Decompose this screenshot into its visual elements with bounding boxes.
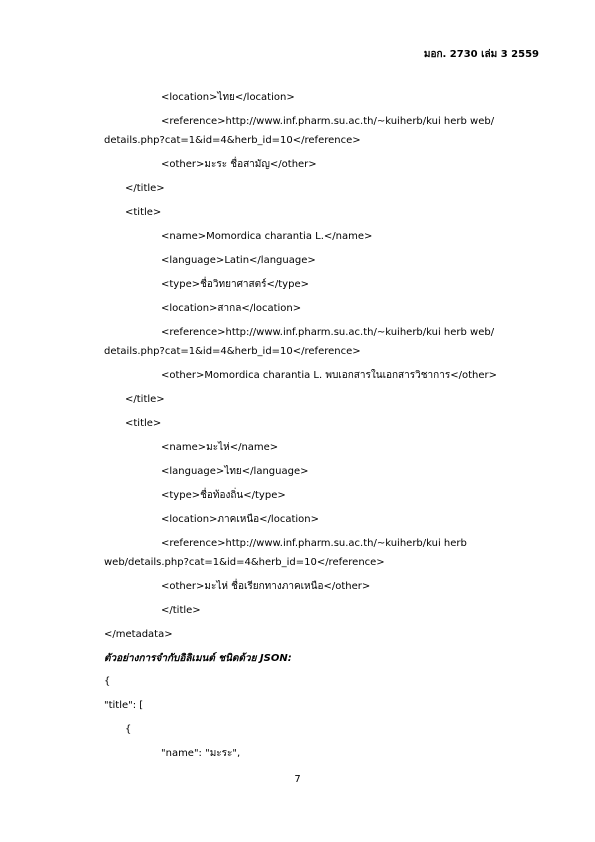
json-line: { — [104, 676, 111, 687]
json-line: { — [125, 724, 132, 735]
code-line: details.php?cat=1&id=4&herb_id=10</reference> — [104, 346, 361, 357]
code-line: details.php?cat=1&id=4&herb_id=10</reference> — [104, 135, 361, 146]
code-line: <reference>http://www.inf.pharm.su.ac.th/~kuiherb/kui herb — [161, 538, 467, 549]
code-line: </title> — [125, 394, 165, 405]
code-line: <type>ชื่อวิทยาศาสตร์</type> — [161, 279, 309, 290]
code-line: </title> — [125, 183, 165, 194]
json-line: "name": "มะระ", — [161, 748, 241, 759]
json-line: "title": [ — [104, 700, 144, 711]
code-line: <location>สากล</location> — [161, 303, 302, 314]
code-line: <title> — [125, 207, 162, 218]
code-line: <other>มะไห่ ชื่อเรียกทางภาคเหนือ</other> — [161, 581, 371, 592]
code-line: <name>Momordica charantia L.</name> — [161, 231, 373, 242]
code-line: <language>ไทย</language> — [161, 466, 309, 477]
code-line: <language>Latin</language> — [161, 255, 316, 266]
code-line: <type>ชื่อท้องถิ่น</type> — [161, 490, 286, 501]
page-number: 7 — [294, 774, 301, 785]
code-line: <location>ไทย</location> — [161, 92, 295, 103]
code-line: <title> — [125, 418, 162, 429]
code-line: <name>มะไห่</name> — [161, 442, 279, 453]
code-line: <reference>http://www.inf.pharm.su.ac.th/~kuiherb/kui herb web/ — [161, 116, 495, 127]
code-line: </metadata> — [104, 629, 173, 640]
section-heading: ตัวอย่างการจำกับอิลิเมนต์ ชนิดด้วย JSON: — [104, 653, 292, 664]
code-line: web/details.php?cat=1&id=4&herb_id=10</reference> — [104, 557, 385, 568]
code-line: <reference>http://www.inf.pharm.su.ac.th/~kuiherb/kui herb web/ — [161, 327, 495, 338]
code-line: <location>ภาคเหนือ</location> — [161, 514, 319, 525]
standard-header: มอก. 2730 เล่ม 3 2559 — [423, 49, 539, 60]
code-line: <other>มะระ ชื่อสามัญ</other> — [161, 159, 317, 170]
code-line: <other>Momordica charantia L. พบเอกสารในเอกสารวิชาการ</other> — [161, 370, 497, 381]
code-line: </title> — [161, 605, 201, 616]
